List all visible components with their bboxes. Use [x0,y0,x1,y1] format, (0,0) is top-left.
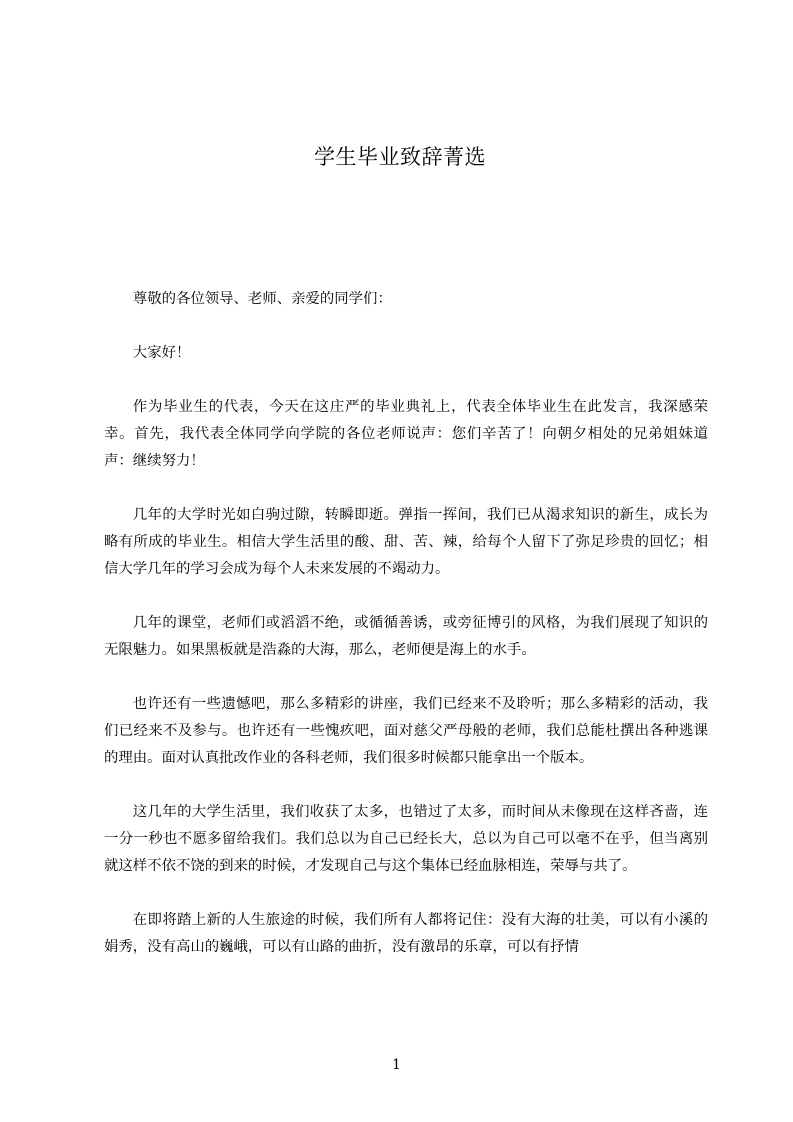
document-title: 学生毕业致辞菁选 [314,145,486,169]
body-paragraph: 几年的课堂，老师们或滔滔不绝，或循循善诱，或旁征博引的风格，为我们展现了知识的无限魅力。如果黑板就是浩淼的大海，那么，老师便是海上的水手。 [104,615,708,658]
body-paragraph: 作为毕业生的代表，今天在这庄严的毕业典礼上，代表全体毕业生在此发言，我深感荣幸。首先，我代表全体同学向学院的各位老师说声：您们辛苦了！向朝夕相处的兄弟姐妹道声：继续努力！ [104,399,708,469]
salutation: 尊敬的各位领导、老师、亲爱的同学们： [132,291,392,307]
greeting: 大家好！ [132,345,191,361]
body-paragraph: 这几年的大学生活里，我们收获了太多，也错过了太多，而时间从未像现在这样吝啬，连一分一秒也不愿多留给我们。我们总以为自己已经长大，总以为自己可以毫不在乎，但当离别就这样不依不饶的到来的时候，才发现自己与这个集体已经血脉相连，荣辱与共了。 [104,804,708,874]
body-paragraph: 也许还有一些遗憾吧，那么多精彩的讲座，我们已经来不及聆听；那么多精彩的活动，我们已经来不及参与。也许还有一些愧疚吧，面对慈父严母般的老师，我们总能杜撰出各种逃课的理由。面对认真批改作业的各科老师，我们很多时候都只能拿出一个版本。 [104,696,708,766]
body-paragraph: 在即将踏上新的人生旅途的时候，我们所有人都将记住：没有大海的壮美，可以有小溪的娟秀，没有高山的巍峨，可以有山路的曲折，没有激昂的乐章，可以有抒情 [104,912,708,955]
body-paragraph: 几年的大学时光如白驹过隙，转瞬即逝。弹指一挥间，我们已从渴求知识的新生，成长为略有所成的毕业生。相信大学生活里的酸、甜、苦、辣，给每个人留下了弥足珍贵的回忆；相信大学几年的学习会成为每个人未来发展的不竭动力。 [104,507,708,577]
document-body [104,286,708,988]
page-number: 1 [392,1057,401,1073]
